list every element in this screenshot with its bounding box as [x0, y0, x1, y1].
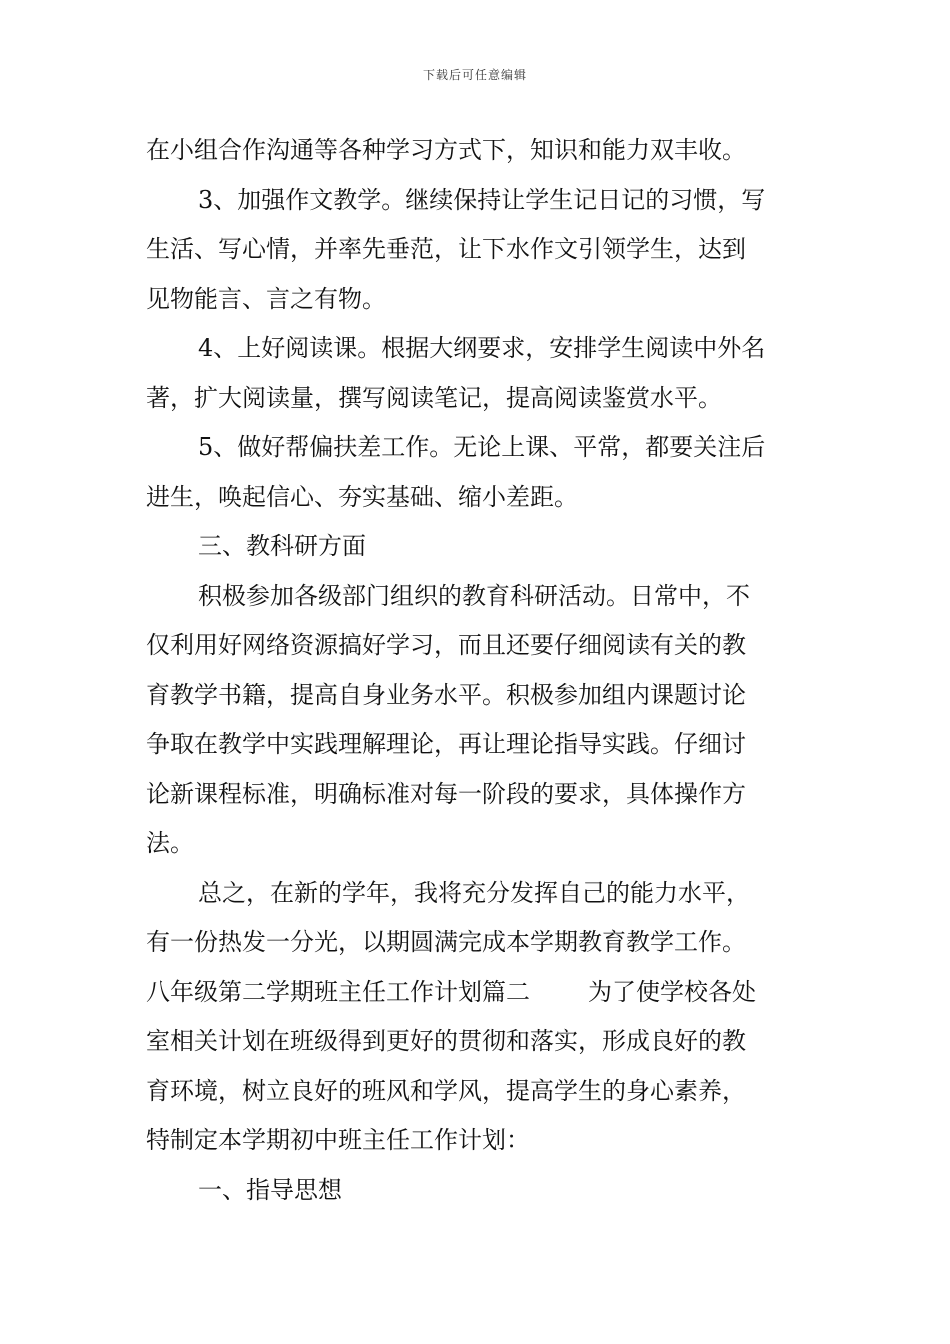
text-line: 生活、写心情，并率先垂范，让下水作文引领学生，达到 — [146, 235, 746, 263]
text-line: 5、做好帮偏扶差工作。无论上课、平常，都要关注后 — [198, 433, 766, 461]
text-line: 见物能言、言之有物。 — [146, 284, 386, 313]
section-heading: 三、教科研方面 — [198, 532, 366, 560]
text-line — [146, 968, 808, 1018]
text-line: 仅利用好网络资源搞好学习，而且还要仔细阅读有关的教 — [146, 631, 746, 659]
text-line: 育教学书籍，提高自身业务水平。积极参加组内课题讨论 — [146, 680, 746, 709]
text-line: 进生，唤起信心、夯实基础、缩小差距。 — [146, 482, 578, 511]
text-line: 3、加强作文教学。继续保持让学生记日记的习惯，写 — [198, 185, 766, 214]
text-line: 总之，在新的学年，我将充分发挥自己的能力水平， — [198, 878, 750, 907]
article-title: 八年级第二学期班主任工作计划篇二 — [146, 977, 530, 1006]
text-line: 论新课程标准，明确标准对每一阶段的要求，具体操作方 — [146, 779, 746, 808]
text-line: 著，扩大阅读量，撰写阅读笔记，提高阅读鉴赏水平。 — [146, 383, 722, 412]
text-line: 特制定本学期初中班主任工作计划： — [146, 1126, 530, 1154]
body-text — [146, 126, 808, 1215]
text-line: 室相关计划在班级得到更好的贯彻和落实，形成良好的教 — [146, 1027, 746, 1055]
text-fragment: 为了使学校各处 — [588, 977, 756, 1006]
text-line: 争取在教学中实践理解理论，再让理论指导实践。仔细讨 — [146, 730, 746, 758]
text-line: 在小组合作沟通等各种学习方式下，知识和能力双丰收。 — [146, 136, 746, 164]
text-line: 育环境，树立良好的班风和学风，提高学生的身心素养， — [146, 1076, 746, 1105]
text-line: 有一份热发一分光，以期圆满完成本学期教育教学工作。 — [146, 928, 746, 956]
text-line: 法。 — [146, 829, 194, 857]
text-line: 积极参加各级部门组织的教育科研活动。日常中，不 — [198, 581, 750, 610]
section-heading: 一、指导思想 — [198, 1175, 342, 1204]
header-note: 下载后可任意编辑 — [422, 68, 527, 82]
text-line: 4、上好阅读课。根据大纲要求，安排学生阅读中外名 — [198, 334, 766, 362]
